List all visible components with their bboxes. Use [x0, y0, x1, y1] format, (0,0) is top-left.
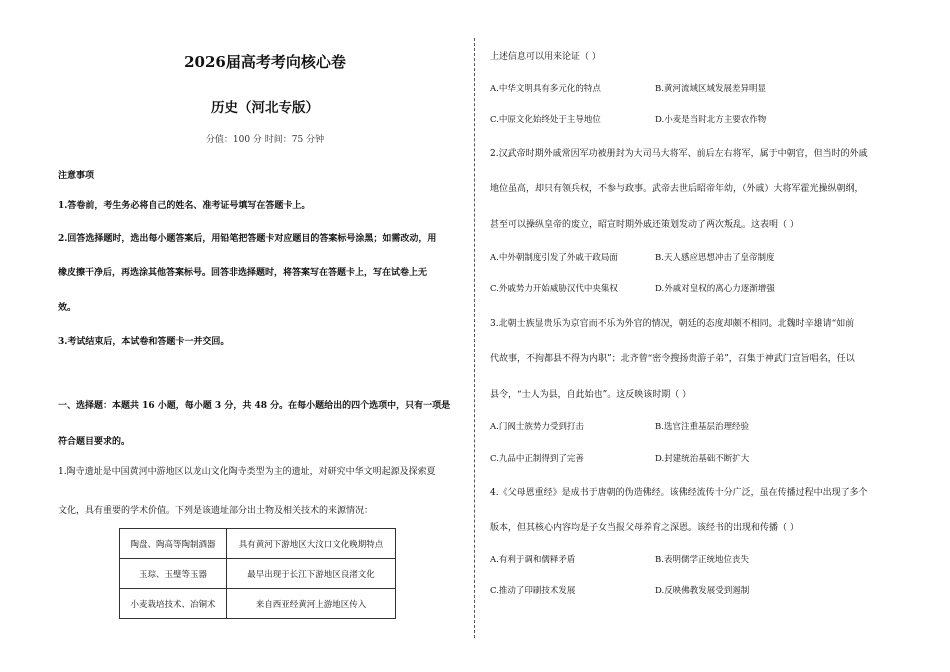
table-cell: 玉琮、玉璧等玉器 [120, 559, 227, 589]
q2-stem-line3: 甚至可以操纵皇帝的废立，昭宣时期外戚还策划发动了两次叛乱。这表明（ ） [490, 220, 799, 230]
q2-option-c[interactable]: C.外戚势力开始威胁汉代中央集权 [490, 284, 618, 294]
q1-option-a[interactable]: A.中华文明具有多元化的特点 [490, 84, 601, 94]
q4-option-d[interactable]: D.反映佛教发展受到遏制 [655, 586, 750, 596]
q1-source-table [119, 528, 396, 619]
q4-stem-line2: 版本，但其核心内容均是子女当报父母养育之深恩。该经书的出现和传播（ ） [490, 523, 799, 533]
note-item-2-cont: 橡皮擦干净后，再选涂其他答案标号。回答非选择题时，将答案写在答题卡上，写在试卷上无 [58, 268, 428, 278]
q3-stem-line2: 代故事，不拘都县不得为内职”；北齐曾“密令搜扬贵游子弟”，召集于神武门宣旨唱名，任以 [490, 354, 855, 364]
q1-option-c[interactable]: C.中原文化始终处于主导地位 [490, 115, 601, 125]
table-row [120, 589, 396, 619]
q2-option-a[interactable]: A.中外朝制度引发了外戚干政局面 [490, 253, 618, 263]
q3-stem-line3: 县令，“士人为县，自此始也”。这反映该时期（ ） [490, 390, 692, 400]
note-item-1: 1.答卷前，考生务必将自己的姓名、准考证号填写在答题卡上。 [58, 201, 311, 211]
right-column [478, 0, 950, 672]
note-item-2: 2.回答选择题时，选出每小题答案后，用铅笔把答题卡对应题目的答案标号涂黑；如需改动，用 [58, 234, 437, 244]
q2-option-d[interactable]: D.外戚对皇权的离心力逐渐增强 [655, 284, 775, 294]
table-row [120, 529, 396, 559]
q2-stem-line1: 2.汉武帝时期外戚常因军功被册封为大司马大将军、前后左右将军，属于中朝官，但当时的外戚 [490, 149, 868, 159]
q2-option-b[interactable]: B.天人感应思想冲击了皇帝制度 [655, 253, 775, 263]
exam-title: 2026届高考考向核心卷 [184, 53, 346, 71]
q3-stem-line1: 3.北朝士族显贵乐为京官而不乐为外官的情况，朝廷的态度却颇不相同。北魏时辛雄请“如前 [490, 319, 855, 329]
exam-subtitle: 历史（河北专版） [211, 100, 319, 116]
score-time-line: 分值：100 分 时间：75 分钟 [205, 135, 325, 145]
section-instruction: 一、选择题：本题共 16 小题，每小题 3 分，共 48 分。在每小题给出的四个选项中，只有一项是 [58, 401, 451, 411]
q2-stem-line2: 地位虽高，却只有领兵权，不参与政事。武帝去世后昭帝年幼，（外戚）大将军霍光操纵朝纲， [490, 184, 864, 194]
q4-option-c[interactable]: C.推动了印刷技术发展 [490, 586, 576, 596]
table-cell: 来自西亚经黄河上游地区传入 [227, 589, 396, 619]
note-item-2-end: 效。 [58, 303, 77, 313]
section-instruction-cont: 符合题目要求的。 [58, 437, 131, 447]
table-row [120, 559, 396, 589]
q4-option-a[interactable]: A.有利于调和儒释矛盾 [490, 555, 576, 565]
q3-option-b[interactable]: B.选官注重基层治理经验 [655, 422, 749, 432]
q1-option-b[interactable]: B.黄河流域区域发展差异明显 [655, 84, 766, 94]
table-cell: 具有黄河下游地区大汶口文化晚期特点 [227, 529, 396, 559]
q1-stem-line1: 1.陶寺遗址是中国黄河中游地区以龙山文化陶寺类型为主的遗址，对研究中华文明起源及探索夏 [58, 467, 436, 477]
q3-option-d[interactable]: D.封建统治基础不断扩大 [655, 454, 750, 464]
q4-stem-line1: 4.《父母恩重经》是成书于唐朝的伪造佛经。该佛经流传十分广泛，虽在传播过程中出现了多个 [490, 488, 868, 498]
table-cell: 陶盘、陶高等陶制酒器 [120, 529, 227, 559]
note-item-3: 3.考试结束后，本试卷和答题卡一并交回。 [58, 337, 230, 347]
q1-stem-line2: 文化，具有重要的学术价值。下列是该遗址部分出土物及相关技术的来源情况： [58, 506, 374, 516]
q1-option-d[interactable]: D.小麦是当时北方主要农作物 [655, 115, 767, 125]
column-divider [474, 38, 475, 638]
table-cell: 最早出现于长江下游地区良渚文化 [227, 559, 396, 589]
q3-option-a[interactable]: A.门阀士族势力受到打击 [490, 422, 584, 432]
q3-option-c[interactable]: C.九品中正制得到了完善 [490, 454, 584, 464]
notes-heading: 注意事项 [58, 171, 95, 181]
table-cell: 小麦栽培技术、冶铜术 [120, 589, 227, 619]
q1-stem-end: 上述信息可以用来论证（ ） [490, 52, 601, 62]
q4-option-b[interactable]: B.表明儒学正统地位丧失 [655, 555, 749, 565]
